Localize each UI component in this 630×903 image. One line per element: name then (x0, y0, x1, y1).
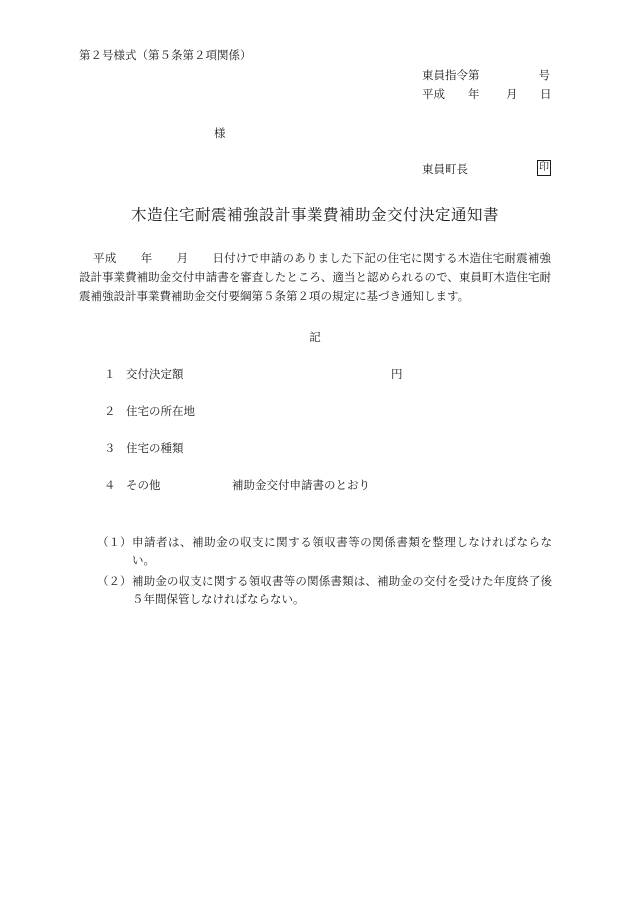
date-day: 日 (540, 87, 552, 101)
note-text: 申請者は、補助金の収支に関する領収書等の関係書類を整理しなければならない。 (132, 535, 552, 567)
item-label: 住宅の種類 (126, 441, 184, 455)
body-text: 日付けで申請のありました下記の住宅に関する木造住宅耐震補強設計事業費補助金交付申請書を審査したところ、適当と認められるので、東員町木造住宅耐震補強設計事業費補助金交付要綱第５条第２項の規定に基づき通知します。 (79, 251, 552, 303)
document-title: 木造住宅耐震補強設計事業費補助金交付決定通知書 (130, 206, 499, 224)
body-date-era: 平成 (93, 251, 117, 265)
reference-unit: 号 (538, 68, 550, 82)
body-date-year: 年 (140, 251, 153, 265)
note-item (97, 572, 552, 608)
date-year: 年 (468, 87, 480, 101)
item-value: 円 (391, 367, 403, 381)
item-value: 補助金交付申請書のとおり (232, 478, 370, 492)
note-item (97, 533, 552, 569)
list-item (104, 367, 403, 383)
item-number: ４ (104, 478, 116, 492)
ki-heading: 記 (309, 330, 321, 344)
item-label: 住宅の所在地 (126, 404, 195, 418)
issue-date (422, 87, 550, 103)
note-mark: （１） (97, 535, 132, 549)
item-number: ３ (104, 441, 116, 455)
item-label: 交付決定額 (126, 367, 184, 381)
note-text: 補助金の収支に関する領収書等の関係書類は、補助金の交付を受けた年度終了後５年間保管しなければならない。 (132, 574, 552, 606)
list-item (104, 404, 195, 420)
body-paragraph (79, 249, 551, 306)
item-label: その他 (126, 478, 161, 492)
item-number: ２ (104, 404, 116, 418)
form-number: 第２号様式（第５条第２項関係） (79, 48, 252, 62)
note-mark: （２） (97, 574, 132, 588)
reference-label: 東員指令第 (422, 68, 480, 82)
list-item (104, 478, 370, 494)
body-date-month: 月 (176, 251, 189, 265)
sender-title: 東員町長 (422, 162, 468, 176)
seal-mark: 印 (537, 160, 551, 176)
list-item (104, 441, 184, 457)
date-month: 月 (506, 87, 518, 101)
item-number: １ (104, 367, 116, 381)
date-era: 平成 (422, 87, 445, 101)
addressee-suffix: 様 (214, 126, 226, 140)
